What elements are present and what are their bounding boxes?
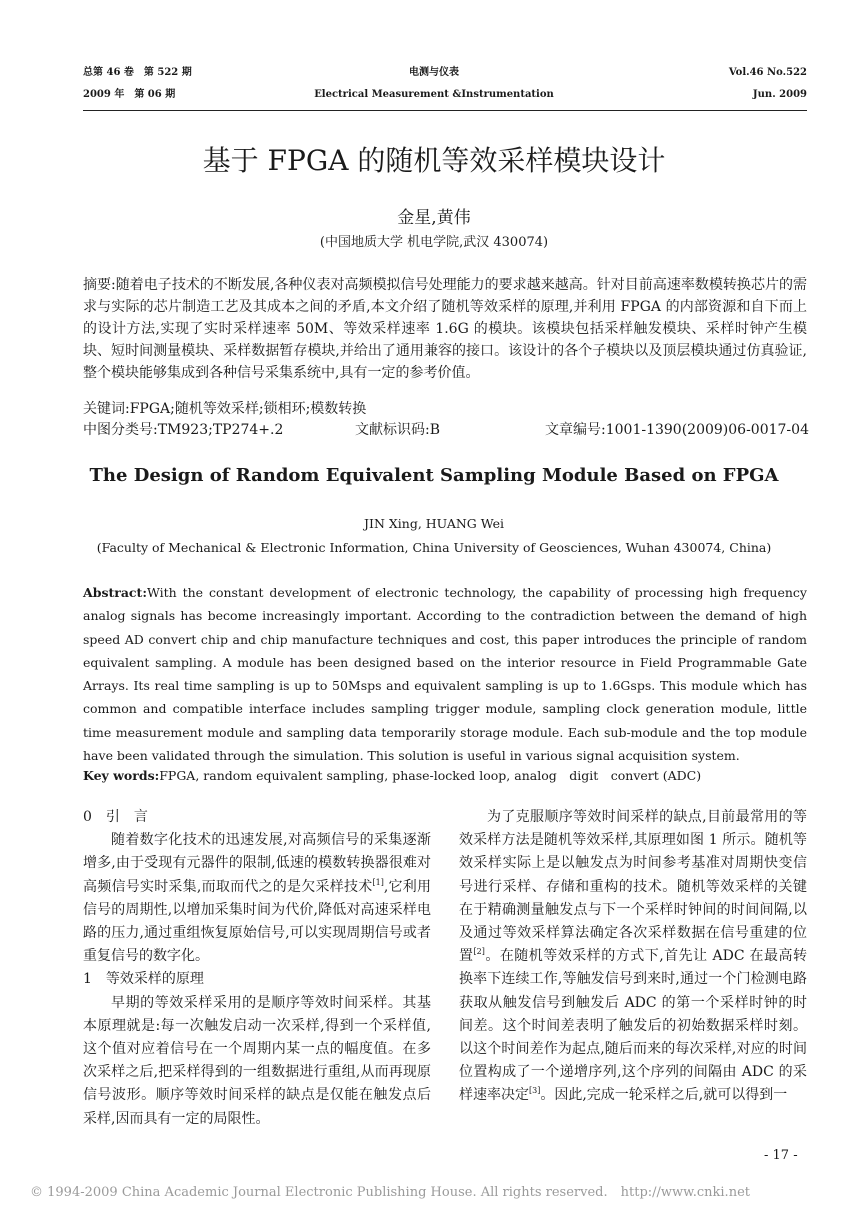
keywords-en-text: FPGA, random equivalent sampling, phase-locked loop, analog digit convert (ADC)	[159, 768, 702, 783]
citation-ref-1[interactable]: [1]	[372, 877, 384, 887]
section-heading-1: 1 等效采样的原理	[83, 971, 204, 988]
english-title: The Design of Random Equivalent Sampling Module Based on FPGA	[89, 465, 779, 486]
header-left-line1: 总第 46 卷 第 522 期	[83, 67, 192, 78]
header-journal-cn: 电测与仪表	[409, 67, 459, 78]
copyright-footer: © 1994-2009 China Academic Journal Electronic Publishing House. All rights reserved. http://www.cnki.net	[30, 1185, 750, 1200]
classification-doc-code: 文献标识码:B	[355, 422, 441, 438]
classification-article-no: 文章编号:1001-1390(2009)06-0017-04	[545, 422, 809, 438]
citation-ref-3[interactable]: [3]	[529, 1086, 541, 1096]
header-left-line2: 2009 年 第 06 期	[83, 89, 176, 100]
abstract-cn	[83, 274, 807, 384]
classification-clc: 中图分类号:TM923;TP274+.2	[83, 422, 284, 438]
body-right-column	[459, 806, 807, 1108]
body-paragraph-1: 随着数字化技术的迅速发展,对高频信号的采集逐渐增多,由于受现有元器件的限制,低速的模数转换器很难对高频信号实时采集,而取而代之的是欠采样技术[1],它利用信号的周期性,以增加采集时间为代价,降低对高速采样电路的压力,通过重组恢复原始信号,可以实现周期信号或者重复信号的数字化。	[83, 832, 431, 965]
abstract-cn-text: 摘要:随着电子技术的不断发展,各种仪表对高频模拟信号处理能力的要求越来越高。针对目前高速率数模转换芯片的需求与实际的芯片制造工艺及其成本之间的矛盾,本文介绍了随机等效采样的原理,并利用 FPGA 的内部资源和自下而上的设计方法,实现了实时采样速率 50M、等效采样速率 1.6G 的模块。该模块包括采样触发模块、采样时钟产生模块、短时间测量模块、采样数据暂存模块,并给出了通用兼容的接口。该设计的各个子模块以及顶层模块通过仿真验证,整个模块能够集成到各种信号采集系统中,具有一定的参考价值。	[83, 277, 807, 381]
paper-affiliation: (中国地质大学 机电学院,武汉 430074)	[319, 235, 549, 250]
paper-title: 基于 FPGA 的随机等效采样模块设计	[202, 144, 666, 177]
abstract-en-text: With the constant development of electronic technology, the capability of processing high frequency analog signals has become increasingly important. According to the contradiction between the demand of high speed AD convert chip and chip manufacture techniques and cost, this paper introduces the principle of random equivalent sampling. A module has been designed based on the interior resource in Field Programmable Gate Arrays. Its real time sampling is up to 50Msps and equivalent sampling is up to 1.6Gsps. This module which has common and compatible interface includes sampling trigger module, sampling clock generation module, little time measurement module and sampling data temporarily storage module. Each sub-module and the top module have been validated through the simulation. This solution is useful in various signal acquisition system.	[83, 585, 807, 764]
header-journal-en: Electrical Measurement &Instrumentation	[314, 89, 554, 100]
citation-ref-2[interactable]: [2]	[473, 947, 485, 957]
header-volume: Vol.46 No.522	[728, 67, 807, 78]
abstract-en-label: Abstract:	[83, 585, 147, 600]
keywords-cn: 关键词:FPGA;随机等效采样;锁相环;模数转换	[83, 401, 367, 417]
page-number: - 17 -	[764, 1148, 798, 1163]
body-left-column	[83, 806, 431, 1131]
english-affiliation: (Faculty of Mechanical & Electronic Information, China University of Geosciences, Wuhan 430074, China)	[96, 540, 772, 555]
header-date: Jun. 2009	[752, 89, 807, 100]
body-paragraph-3: 为了克服顺序等效时间采样的缺点,目前最常用的等效采样方法是随机等效采样,其原理如图 1 所示。随机等效采样实际上是以触发点为时间参考基准对周期快变信号进行采样、存储和重构的技术。随机等效采样的关键在于精确测量触发点与下一个采样时钟间的时间间隔,以及通过等效采样算法确定各次采样数据在信号重建的位置[2]。在随机等效采样的方式下,首先让 ADC 在最高转换率下连续工作,等触发信号到来时,通过一个门检测电路获取从触发信号到触发后 ADC 的第一个采样时钟的时间差。这个时间差表明了触发后的初始数据采样时刻。以这个时间差作为起点,随后而来的每次采样,对应的时间位置构成了一个递增序列,这个序列的间隔由 ADC 的采样速率决定[3]。因此,完成一轮采样之后,就可以得到一	[459, 809, 808, 1104]
english-authors: JIN Xing, HUANG Wei	[364, 516, 504, 531]
body-paragraph-2: 早期的等效采样采用的是顺序等效时间采样。其基本原理就是:每一次触发启动一次采样,得到一个采样值,这个值对应着信号在一个周期内某一点的幅度值。在多次采样之后,把采样得到的一组数据进行重组,从而再现原信号波形。顺序等效时间采样的缺点是仅能在触发点后采样,因而具有一定的局限性。	[83, 994, 431, 1127]
section-heading-0: 0 引 言	[83, 809, 148, 825]
abstract-en	[83, 581, 807, 767]
keywords-en-label: Key words:	[83, 768, 160, 783]
paper-authors: 金星,黄伟	[397, 208, 471, 228]
keywords-en	[83, 766, 807, 786]
header-rule	[83, 110, 807, 111]
